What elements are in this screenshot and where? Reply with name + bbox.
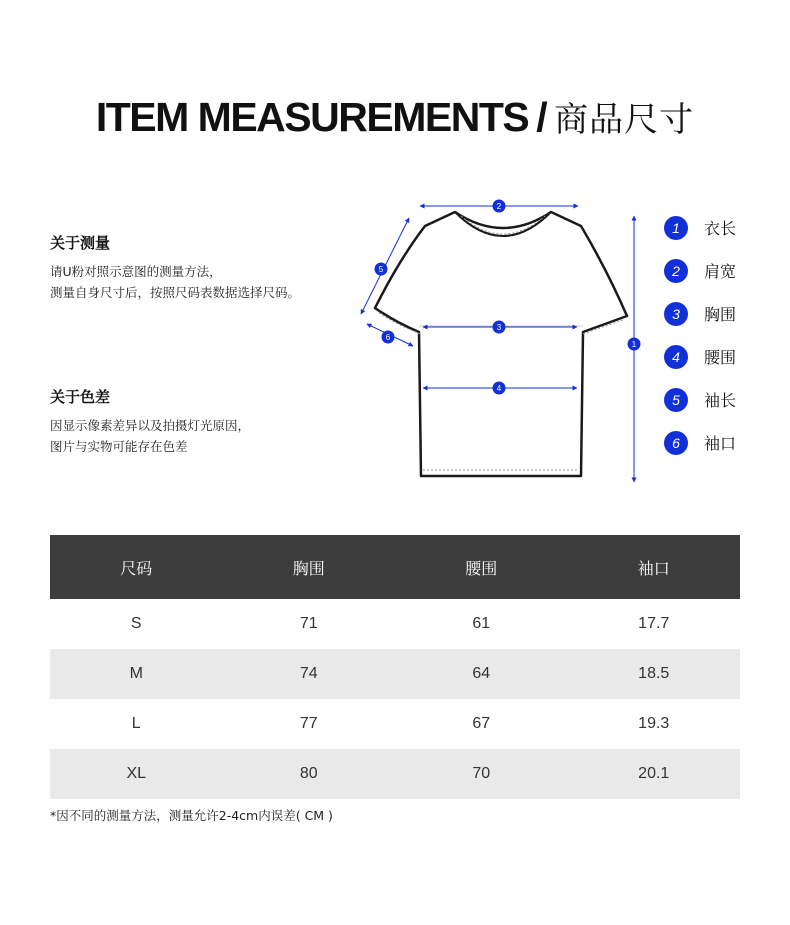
cell-size: M [50, 649, 223, 699]
legend-label: 腰围 [704, 348, 737, 367]
page-title [0, 92, 790, 141]
color-note-heading: 关于色差 [50, 388, 111, 406]
color-note-body [50, 415, 250, 457]
marker-1 [628, 338, 641, 351]
measurement-legend [664, 206, 736, 464]
legend-number: 3 [664, 302, 688, 326]
table-row [50, 749, 740, 799]
size-table [50, 535, 740, 799]
color-note-line: 图片与实物可能存在色差 [50, 439, 188, 454]
cell-cuff: 18.5 [568, 649, 741, 699]
legend-label: 胸围 [704, 305, 737, 324]
table-row [50, 649, 740, 699]
measure-note-body [50, 261, 300, 303]
title-slash: / [536, 94, 547, 140]
marker-4 [493, 382, 506, 395]
legend-number: 1 [664, 216, 688, 240]
marker-2 [493, 200, 506, 213]
legend-number: 5 [664, 388, 688, 412]
cell-chest: 71 [299, 615, 318, 632]
cell-chest: 77 [299, 715, 318, 732]
tshirt-outline [375, 212, 627, 476]
legend-item-sleeve [664, 378, 736, 421]
cell-cuff: 17.7 [638, 615, 670, 632]
header-cuff: 袖口 [568, 535, 741, 599]
legend-number: 6 [664, 431, 688, 455]
cell-waist: 70 [395, 749, 568, 799]
legend-label: 衣长 [704, 219, 737, 238]
legend-label: 肩宽 [704, 262, 737, 281]
marker-3 [493, 321, 506, 334]
header-waist: 腰围 [395, 535, 568, 599]
color-note-line: 因显示像素差异以及拍摄灯光原因， [50, 418, 251, 433]
marker-1-label: 1 [631, 340, 637, 349]
legend-number: 2 [664, 259, 688, 283]
cell-chest: 74 [223, 649, 396, 699]
legend-label: 袖长 [704, 391, 737, 410]
legend-item-length [664, 206, 736, 249]
cell-size: L [131, 715, 141, 732]
legend-number: 4 [664, 345, 688, 369]
table-row [50, 699, 740, 749]
header-chest: 胸围 [223, 535, 396, 599]
legend-item-shoulder [664, 249, 736, 292]
measure-note-line: 测量自身尺寸后，按照尺码表数据选择尺码。 [50, 285, 301, 300]
cell-size: S [130, 615, 142, 632]
measure-note-line: 请U粉对照示意图的测量方法， [50, 264, 222, 279]
header-size: 尺码 [50, 535, 223, 599]
cell-cuff: 20.1 [568, 749, 741, 799]
table-header-row [50, 535, 740, 599]
marker-2-label: 2 [496, 202, 502, 211]
marker-6 [382, 331, 395, 344]
marker-4-label: 4 [496, 384, 502, 393]
footnote: *因不同的测量方法，测量允许2-4cm内误差( CM ) [50, 808, 333, 823]
marker-6-label: 6 [385, 333, 391, 342]
legend-item-chest [664, 292, 736, 335]
cell-waist: 64 [395, 649, 568, 699]
cell-size: XL [50, 749, 223, 799]
tshirt-diagram [355, 190, 655, 500]
cell-waist: 67 [472, 715, 491, 732]
cell-cuff: 19.3 [638, 715, 670, 732]
marker-5 [375, 263, 388, 276]
legend-item-cuff [664, 421, 736, 464]
cell-chest: 80 [223, 749, 396, 799]
cell-waist: 61 [472, 615, 491, 632]
table-row [50, 599, 740, 649]
title-cn: 商品尺寸 [554, 100, 695, 140]
marker-3-label: 3 [496, 323, 502, 332]
title-en: ITEM MEASUREMENTS [95, 94, 529, 140]
measure-note-heading: 关于测量 [50, 234, 111, 252]
marker-5-label: 5 [378, 265, 384, 274]
legend-label: 袖口 [704, 434, 737, 453]
legend-item-waist [664, 335, 736, 378]
